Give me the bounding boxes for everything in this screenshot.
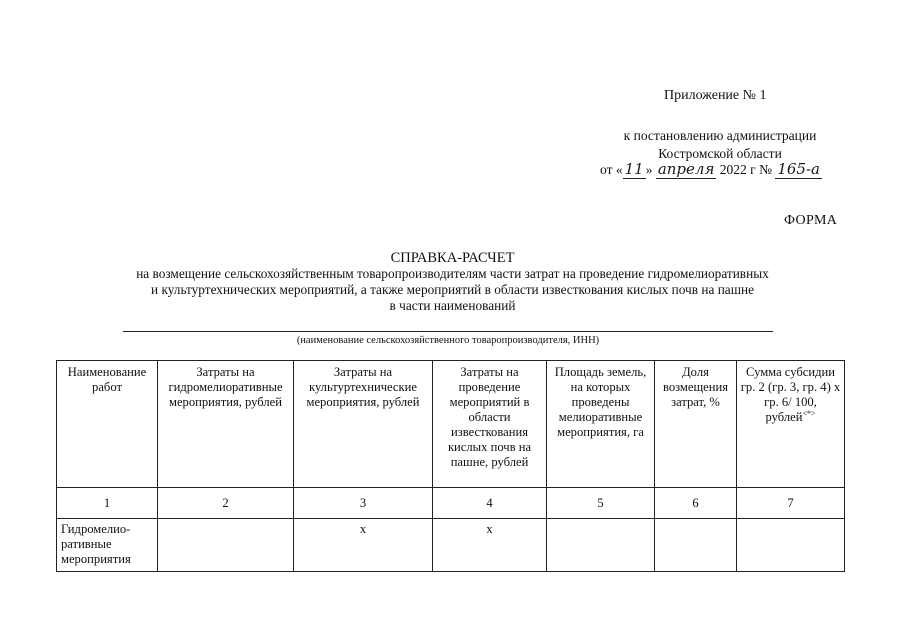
table-cell bbox=[158, 519, 294, 572]
table-cell-work-name: Гидромелио-ративные мероприятия bbox=[57, 519, 158, 572]
date-prefix: от « bbox=[600, 162, 623, 177]
subtitle-line-1: на возмещение сельскохозяйственным товаропроизводителям части затрат на проведение гидромелиоративных bbox=[136, 266, 769, 281]
column-number: 4 bbox=[433, 488, 547, 519]
date-month-handwritten: апреля bbox=[657, 160, 715, 178]
decree-line-1: к постановлению администрации bbox=[623, 128, 817, 143]
decree-number-handwritten: 165-а bbox=[777, 160, 820, 178]
table-header-row bbox=[57, 361, 845, 488]
table-cell bbox=[737, 519, 845, 572]
column-number: 5 bbox=[547, 488, 655, 519]
date-year: 2022 г № bbox=[719, 162, 772, 177]
column-number: 2 bbox=[158, 488, 294, 519]
table-cell bbox=[547, 519, 655, 572]
subtitle-line-3: в части наименований bbox=[389, 298, 516, 313]
producer-caption: (наименование сельскохозяйственного товаропроизводителя, ИНН) bbox=[296, 335, 600, 346]
subtitle-line-2: и культуртехнических мероприятий, а также мероприятий в области известкования кислых почв на пашне bbox=[151, 282, 754, 297]
header-cell-culture-costs: Затраты на культуртехнические мероприятия, рублей bbox=[294, 361, 433, 488]
form-label: ФОРМА bbox=[784, 213, 838, 228]
header-cell-liming-costs: Затраты на проведение мероприятий в области известкования кислых почв на пашне, рублей bbox=[433, 361, 547, 488]
column-number-row bbox=[57, 488, 845, 519]
table-cell: х bbox=[433, 519, 547, 572]
column-number: 1 bbox=[57, 488, 158, 519]
header-cell-works: Наименование работ bbox=[57, 361, 158, 488]
column-number: 3 bbox=[294, 488, 433, 519]
producer-name-line bbox=[123, 331, 773, 332]
date-mid: » bbox=[645, 162, 653, 177]
header-cell-subsidy: Сумма субсидии гр. 2 (гр. 3, гр. 4) x гр. 6/ 100, рублей<*> bbox=[737, 361, 845, 488]
header-cell-hydro-costs: Затраты на гидромелиоративные мероприятия, рублей bbox=[158, 361, 294, 488]
document-title: СПРАВКА-РАСЧЕТ bbox=[390, 250, 515, 266]
document-subtitle bbox=[60, 266, 845, 314]
header-cell-share: Доля возмещения затрат, % bbox=[655, 361, 737, 488]
calculation-table bbox=[56, 360, 845, 572]
decree-line-2: Костромской области bbox=[658, 146, 782, 161]
decree-reference bbox=[570, 127, 870, 163]
table-row bbox=[57, 519, 845, 572]
table-cell: х bbox=[294, 519, 433, 572]
decree-date-line bbox=[600, 160, 822, 178]
column-number: 7 bbox=[737, 488, 845, 519]
table-cell bbox=[655, 519, 737, 572]
column-number: 6 bbox=[655, 488, 737, 519]
footnote-mark: <*> bbox=[802, 408, 816, 418]
appendix-label: Приложение № 1 bbox=[664, 88, 767, 103]
date-day-handwritten: 11 bbox=[624, 160, 644, 178]
header-cell-area: Площадь земель, на которых проведены мелиоративные мероприятия, га bbox=[547, 361, 655, 488]
